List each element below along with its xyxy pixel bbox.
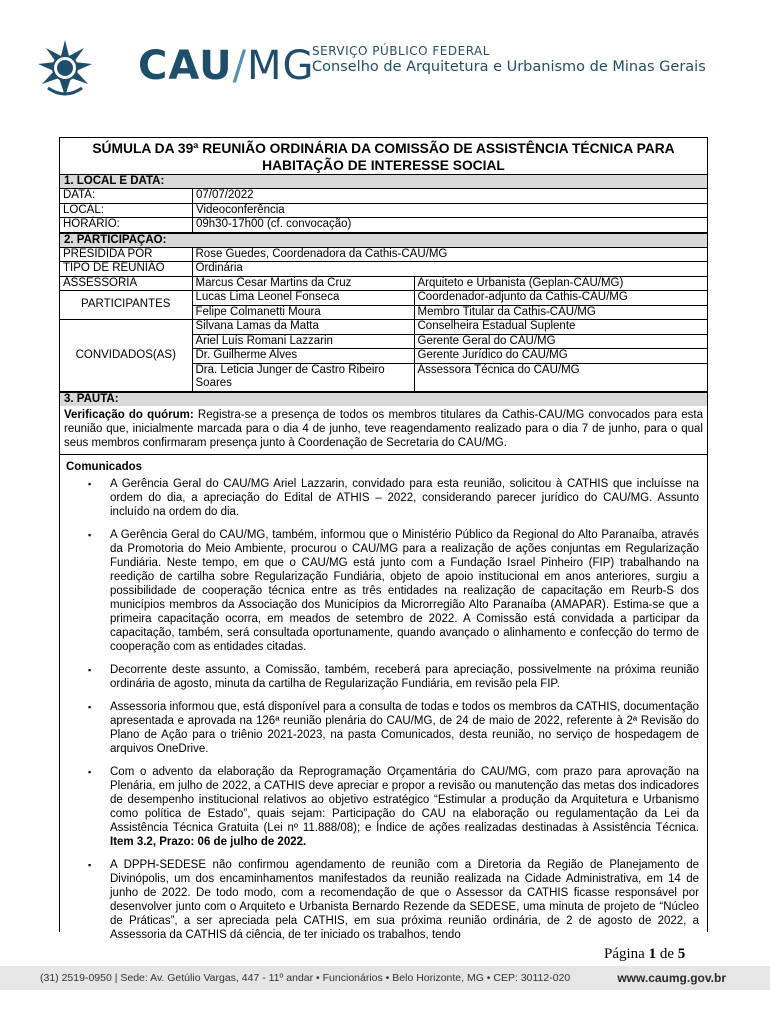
person-name: Lucas Lima Leonel Fonseca bbox=[192, 291, 414, 306]
person-role: Conselheira Estadual Suplente bbox=[414, 320, 707, 335]
deadline-text: Item 3.2, Prazo: 06 de julho de 2022. bbox=[110, 835, 307, 848]
field-label: DATA: bbox=[60, 189, 193, 204]
table-row bbox=[60, 262, 707, 277]
footer-address: (31) 2519-0950 | Sede: Av. Getúlio Vargas, 447 - 11º andar • Funcionários • Belo Horizonte, MG • CEP: 30112-020 bbox=[40, 972, 571, 984]
bullet-icon: ▪ bbox=[88, 701, 92, 712]
table-row bbox=[60, 320, 707, 335]
field-value: 09h30-17h00 (cf. convocação) bbox=[193, 218, 708, 233]
summary-document bbox=[59, 137, 708, 941]
header-institution bbox=[312, 44, 706, 76]
comunicados-list bbox=[60, 477, 707, 942]
person-role: Gerente Jurídico do CAU/MG bbox=[414, 349, 707, 364]
person-name: Silvana Lamas da Matta bbox=[192, 320, 414, 335]
comunicados-heading: Comunicados bbox=[66, 460, 143, 473]
person-role: Membro Titular da Cathis-CAU/MG bbox=[414, 305, 707, 320]
bullet-icon: ▪ bbox=[88, 478, 92, 489]
list-item: ▪ Decorrente deste assunto, a Comissão, também, receberá para apreciação, possivelmente na próxima reunião ordinária de agosto, minuta da cartilha de Regularização Fundiária, em revisão pela FIP. bbox=[88, 663, 699, 690]
person-name: Felipe Colmanetti Moura bbox=[192, 305, 414, 320]
brazil-coat-of-arms-icon bbox=[34, 38, 96, 100]
field-value: Rose Guedes, Coordenadora da Cathis-CAU/MG bbox=[192, 247, 707, 262]
field-label: CONVIDADOS(AS) bbox=[60, 320, 192, 392]
field-label: HORÁRIO: bbox=[60, 218, 193, 233]
header-line-1: SERVIÇO PÚBLICO FEDERAL bbox=[312, 44, 490, 58]
table-row bbox=[60, 218, 707, 233]
list-item: ▪ A Gerência Geral do CAU/MG Ariel Lazzarin, convidado para esta reunião, solicitou à CATHIS que incluísse na ordem do dia, a apreciação do Edital de ATHIS – 2022, considerando parecer jurídico do CAU/MG. Assunto incluído na ordem do dia. bbox=[88, 477, 699, 518]
table-row bbox=[60, 189, 707, 204]
header-line-2: Conselho de Arquitetura e Urbanismo de Minas Gerais bbox=[312, 59, 706, 75]
field-label: TIPO DE REUNIÃO bbox=[60, 262, 192, 277]
bullet-icon: ▪ bbox=[88, 766, 92, 777]
person-role: Coordenador-adjunto da Cathis-CAU/MG bbox=[414, 291, 707, 306]
list-item: ▪ Com o advento da elaboração da Reprogramação Orçamentária do CAU/MG, com prazo para aprovação na Plenária, em julho de 2022, a CATHIS deve apreciar e propor a revisão ou manutenção das metas dos indicadores de desempenho institucional relativos ao objetivo estratégico “Estimular a produção da Arquitetura e Urbanismo como política de Estado”, quais sejam: Participação do CAU na elaboração ou regulamentação da Lei da Assistência Técnica Gratuita (Lei nº 11.888/08); e Índice de ações realizadas destinadas à Assistência Técnica. Item 3.2, Prazo: 06 de julho de 2022. bbox=[88, 765, 699, 848]
table-row bbox=[60, 276, 707, 291]
field-label: ASSESSORIA bbox=[60, 276, 192, 291]
quorum-label: Verificação do quórum: bbox=[64, 408, 194, 421]
field-value: Ordinária bbox=[192, 262, 707, 277]
participation-table bbox=[60, 247, 707, 392]
footer-website-link[interactable]: www.caumg.gov.br bbox=[617, 971, 726, 985]
list-item: ▪ A Gerência Geral do CAU/MG, também, informou que o Ministério Público da Regional do Alto Paranaíba, através da Promotoria do Meio Ambiente, procurou o CAU/MG para a realização de ações conjuntas em Regularização Fundiária. Neste tempo, em que o CAU/MG está junto com a Fundação Israel Pinheiro (FIP) trabalhando na reedição de cartilha sobre Regularização Fundiária, objeto de apoio institucional em anos anteriores, surgiu a possibilidade de cooperação técnica entre as três entidades na realização de capacitação em Reurb-S dos municípios membros da Associação dos Municípios da Microrregião Alto Paranaíba (AMAPAR). Estima-se que a primeira capacitação ocorra, em meados de setembro de 2022. A Comissão está convidada a participar da capacitação, também, será consultada oportunamente, quando avançado o alinhamento e confecção do termo de cooperação com as entidades citadas. bbox=[88, 528, 699, 653]
section-pauta: 3. PAUTA: bbox=[60, 392, 707, 406]
table-row bbox=[60, 203, 707, 218]
person-role: Gerente Geral do CAU/MG bbox=[414, 334, 707, 349]
field-value: Videoconferência bbox=[193, 203, 708, 218]
person-name: Dr. Guilherme Alves bbox=[192, 349, 414, 364]
quorum-paragraph bbox=[60, 406, 707, 455]
field-label: LOCAL: bbox=[60, 203, 193, 218]
section-local-data: 1. LOCAL E DATA: bbox=[60, 174, 707, 188]
bullet-icon: ▪ bbox=[88, 664, 92, 675]
page-header bbox=[28, 34, 748, 104]
local-data-table bbox=[60, 188, 707, 233]
list-item: ▪ Assessoria informou que, está disponível para a consulta de todas e todos os membros da CATHIS, documentação apresentada e aprovada na 126ª reunião plenária do CAU/MG, de 24 de maio de 2022, referente à 2ª Revisão do Plano de Ação para o triênio 2021-2023, na pasta Comunicados, desta reunião, no serviço de hospedagem de arquivos OneDrive. bbox=[88, 700, 699, 755]
document-title: SÚMULA DA 39ª REUNIÃO ORDINÁRIA DA COMISSÃO DE ASSISTÊNCIA TÉCNICA PARA HABITAÇÃO DE INTERESSE SOCIAL bbox=[92, 141, 675, 173]
person-name: Dra. Leticia Junger de Castro Ribeiro Soares bbox=[192, 363, 414, 391]
person-role: Arquiteto e Urbanista (Geplan-CAU/MG) bbox=[414, 276, 707, 291]
field-label: PARTICIPANTES bbox=[60, 291, 192, 320]
bullet-icon: ▪ bbox=[88, 859, 92, 870]
person-role: Assessora Técnica do CAU/MG bbox=[414, 363, 707, 391]
bullet-icon: ▪ bbox=[88, 529, 92, 540]
table-row bbox=[60, 291, 707, 306]
cau-mg-logo: CAU/MG bbox=[138, 43, 315, 89]
section-participacao: 2. PARTICIPAÇÃO: bbox=[60, 233, 707, 247]
field-value: 07/07/2022 bbox=[193, 189, 708, 204]
quorum-text: Registra-se a presença de todos os membros titulares da Cathis-CAU/MG convocados para esta reunião que, inicialmente marcada para o dia 4 de junho, teve reagendamento realizado para o dia 7 de junho, para o qual seus membros confirmaram presença junto à Coordenação de Secretaria do CAU/MG. bbox=[64, 408, 703, 449]
page-number: Página 1 de 5 bbox=[604, 946, 686, 962]
list-item: ▪ A DPPH-SEDESE não confirmou agendamento de reunião com a Diretoria da Região de Planejamento de Divinópolis, um dos encaminhamentos manifestados da reunião realizada na Cidade Administrativa, em 14 de junho de 2022. De todo modo, com a recomendação de que o Assessor da CATHIS ficasse responsável por desenvolver junto com o Arquiteto e Urbanista Bernardo Rezende da SEDESE, uma minuta de projeto de “Núcleo de Práticas”, a ser apreciada pela CATHIS, em sua próxima reunião ordinária, de 2 de agosto de 2022, a Assessoria da CATHIS dá ciência, de ter iniciado os trabalhos, tendo bbox=[88, 858, 699, 941]
person-name: Ariel Luís Romani Lazzarin bbox=[192, 334, 414, 349]
page-footer bbox=[0, 966, 770, 990]
field-label: PRESIDIDA POR bbox=[60, 247, 192, 262]
table-row bbox=[60, 247, 707, 262]
person-name: Marcus Cesar Martins da Cruz bbox=[192, 276, 414, 291]
